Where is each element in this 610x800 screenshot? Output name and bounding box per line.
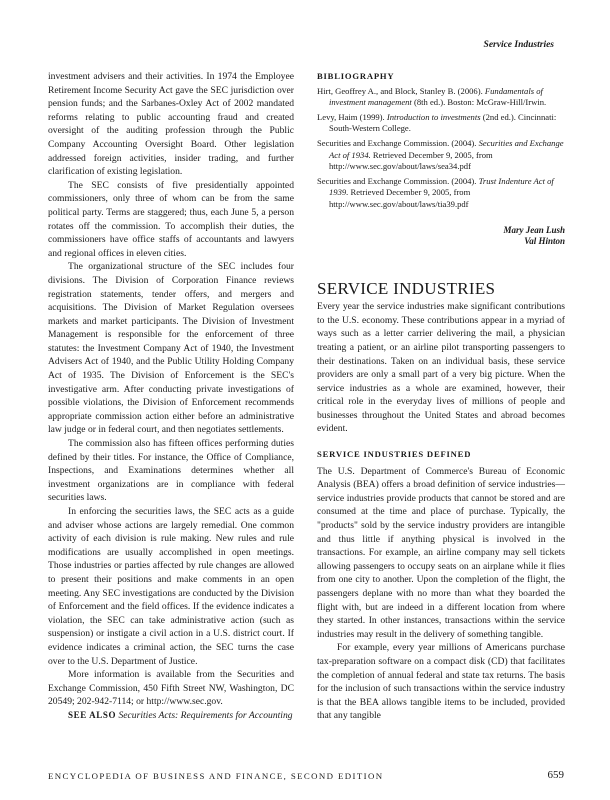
see-also-reference: Securities Acts: Requirements for Accounting — [118, 709, 293, 721]
bib-author: Securities and Exchange Commission. (2004). — [317, 137, 479, 148]
body-paragraph: More information is available from the Securities and Exchange Commission, 450 Fifth Street NW, Washington, DC 20549; 202-942-7114; or http://www.sec.gov. — [48, 669, 294, 708]
running-head: Service Industries — [483, 40, 554, 50]
right-column — [317, 70, 565, 723]
bib-url: Retrieved December 9, 2005, from http://www.sec.gov/about/laws/tia39.pdf — [329, 187, 471, 209]
see-also — [48, 709, 294, 723]
author-credits — [317, 225, 565, 248]
author-name: Mary Jean Lush — [503, 224, 565, 235]
body-paragraph: The SEC consists of five presidentially appointed commissioners, only three of whom can be from the same political party. Terms are staggered; thus, each June 5, a person rotates off the commission. To accomplish their duties, the commissioners have office staffs of accountants and lawyers and regional offices in eleven cities. — [48, 179, 294, 259]
bib-title: Securities and Exchange Act of 1934. — [329, 137, 564, 160]
bib-title: Trust Indenture Act of 1939. — [329, 175, 554, 198]
body-paragraph: The organizational structure of the SEC includes four divisions. The Division of Corporation Finance reviews registration statements, tender offers, and mergers and acquisitions. The Division of Market Regulation oversees markets and market participants. The Division of Investment Management is responsible for the enforcement of three statutes: the Investment Company Act of 1940, the Investment Advisers Act of 1940, and the Public Utility Holding Company Act of 1935. The Division of Enforcement is the SEC's investigative arm. After conducting private investigations of possible violations, the Division of Enforcement recommends appropriate commission action either before an administrative law judge or in federal court, and then negotiates settlements. — [48, 261, 294, 436]
bibliography-entry — [317, 86, 565, 109]
book-title-footer: ENCYCLOPEDIA OF BUSINESS AND FINANCE, SECOND EDITION — [48, 771, 384, 781]
bib-url: Retrieved December 9, 2005, from http://www.sec.gov/about/laws/sea34.pdf — [329, 149, 493, 172]
bibliography-entry — [317, 176, 565, 211]
bibliography-entry — [317, 112, 565, 135]
section-title: SERVICE INDUSTRIES — [317, 278, 496, 298]
bib-title: Introduction to investments — [386, 111, 481, 122]
bib-publisher: (8th ed.). Boston: McGraw-Hill/Irwin. — [411, 97, 547, 108]
intro-paragraph: Every year the service industries make significant contributions to the U.S. economy. These contributions appear in a myriad of ways such as a letter carrier delivering the mail, a physician treating a patient, or an airline pilot transporting passengers to their destinations. Taken on an individual basis, these service providers are only a small part of a very big picture. When the service industries as a whole are examined, however, their critical role in the everyday lives of millions of people and businesses throughout the United States and abroad becomes evident. — [317, 301, 565, 435]
bib-author: Levy, Haim (1999). — [317, 111, 387, 122]
body-paragraph: The U.S. Department of Commerce's Bureau of Economic Analysis (BEA) offers a broad definition of service industries—service industries provide products that cannot be stored and are consumed at the time and place of purchase. Typically, the "products" sold by the service industry providers are intangible and thus little if anything physical is involved in the transactions. For example, an airline company may sell tickets allowing passengers to occupy seats on an airplane while it flies from one city to another. Upon the completion of the flight, the passengers deplane with no more than what they boarded the flight with, but are indeed in a different location from where they started. In other instances, transactions within the service industries may result in the delivery of something tangible. — [317, 465, 565, 640]
bibliography-heading: BIBLIOGRAPHY — [317, 71, 395, 81]
bib-publisher: (2nd ed.). Cincinnati: South-Western College. — [329, 111, 557, 134]
left-column — [48, 70, 294, 723]
bibliography-entry — [317, 138, 565, 173]
bib-title: Fundamentals of investment management — [329, 85, 543, 108]
body-paragraph: In enforcing the securities laws, the SEC acts as a guide and adviser whose actions are largely remedial. One common activity of each division is rule making. New rules and rule modifications are usually accomplished in open meetings. Those industries or parties affected by rule changes are allowed to present their positions and make comments in an open meeting. Any SEC investigations are conducted by the Division of Enforcement and the field offices. If the evidence indicates a violation, the SEC can take administrative action (such as suspension) or instigate a civil action in a U.S. district court. If evidence indicates a criminal action, the SEC turns the case over to the U.S. Department of Justice. — [48, 506, 294, 667]
body-paragraph: The commission also has fifteen offices performing duties defined by their titles. For instance, the Office of Compliance, Inspections, and Examinations determines whether all investment organizations are in compliance with federal securities laws. — [48, 438, 294, 504]
author-name: Val Hinton — [524, 236, 565, 247]
subsection-heading: SERVICE INDUSTRIES DEFINED — [317, 449, 472, 460]
body-paragraph: investment advisers and their activities. In 1974 the Employee Retirement Income Security Act gave the SEC jurisdiction over pension funds; and the Sarbanes-Oxley Act of 2002 mandated reforms relating to public accounting fraud and created oversight of the auditing profession through the Public Company Accounting Oversight Board. Other legislation addressed foreign activities, insider trading, and further clarification of existing legislation. — [48, 71, 294, 178]
body-paragraph: For example, every year millions of Americans purchase tax-preparation software on a compact disk (CD) that facilitates the completion of annual federal and state tax returns. The basis for the inclusion of such transactions within the service industry is that the BEA allows tangible items to be included, provided that any tangible — [317, 642, 565, 722]
bib-author: Hirt, Geoffrey A., and Block, Stanley B. (2006). — [317, 85, 485, 96]
page-number: 659 — [547, 769, 564, 781]
see-also-label: SEE ALSO — [68, 709, 117, 720]
bib-author: Securities and Exchange Commission. (2004). — [317, 175, 479, 186]
